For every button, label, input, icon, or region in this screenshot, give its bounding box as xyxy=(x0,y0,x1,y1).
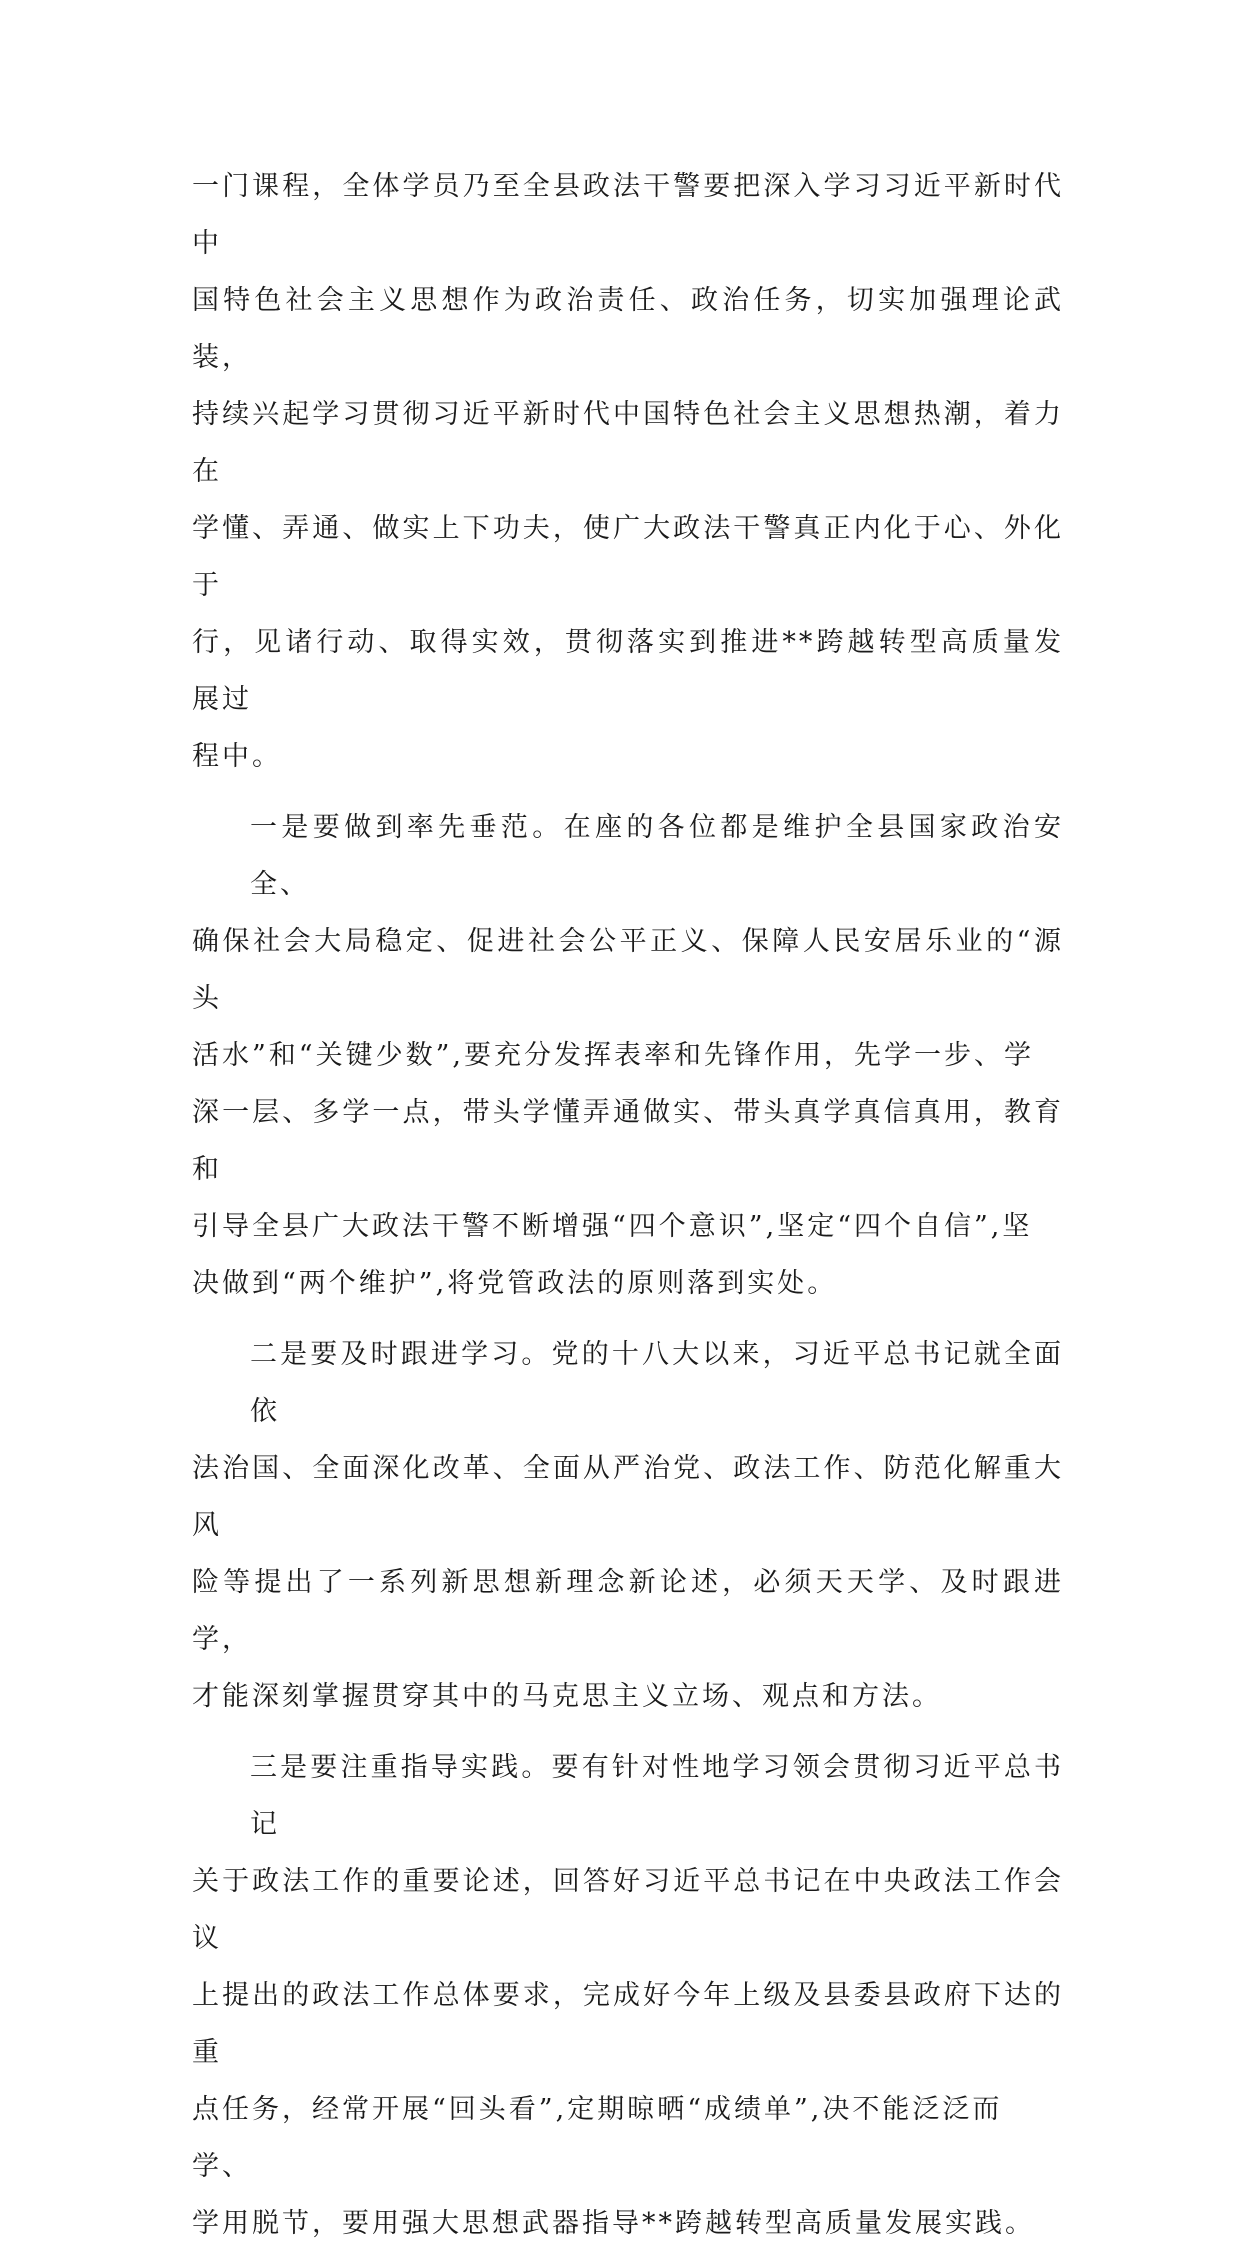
paragraph-timely-study xyxy=(192,1326,1064,1725)
text-line: 活水”和“关键少数”,要充分发挥表率和先锋作用，先学一步、学 xyxy=(192,1040,1034,1071)
text-line: 三是要注重指导实践。要有针对性地学习领会贯彻习近平总书记 xyxy=(250,1752,1064,1840)
text-line: 学、 xyxy=(192,2151,252,2182)
paragraph-lead-by-example xyxy=(192,799,1064,1312)
text-line: 程中。 xyxy=(192,741,282,772)
paragraph-continuation xyxy=(192,158,1064,785)
text-line: 决做到“两个维护”,将党管政法的原则落到实处。 xyxy=(192,1268,838,1299)
text-line: 关于政法工作的重要论述，回答好习近平总书记在中央政法工作会议 xyxy=(192,1866,1064,1954)
text-line: 险等提出了一系列新思想新理念新论述，必须天天学、及时跟进学， xyxy=(192,1567,1064,1655)
text-line: 确保社会大局稳定、促进社会公平正义、保障人民安居乐业的“源头 xyxy=(192,926,1064,1014)
text-line: 一是要做到率先垂范。在座的各位都是维护全县国家政治安全、 xyxy=(250,812,1064,900)
text-line: 深一层、多学一点，带头学懂弄通做实、带头真学真信真用，教育和 xyxy=(192,1097,1064,1185)
text-line: 引导全县广大政法干警不断增强“四个意识”,坚定“四个自信”,坚 xyxy=(192,1211,1033,1242)
text-line: 学懂、弄通、做实上下功夫，使广大政法干警真正内化于心、外化于 xyxy=(192,513,1064,601)
text-line: 上提出的政法工作总体要求，完成好今年上级及县委县政府下达的重 xyxy=(192,1980,1064,2068)
text-line: 学用脱节，要用强大思想武器指导**跨越转型高质量发展实践。 xyxy=(192,2208,1035,2239)
text-line: 法治国、全面深化改革、全面从严治党、政法工作、防范化解重大风 xyxy=(192,1453,1064,1541)
text-line: 国特色社会主义思想作为政治责任、政治任务，切实加强理论武装， xyxy=(192,285,1064,373)
text-line: 一门课程，全体学员乃至全县政法干警要把深入学习习近平新时代中 xyxy=(192,171,1064,259)
paragraph-guide-practice xyxy=(192,1739,1064,2252)
text-line: 行，见诸行动、取得实效，贯彻落实到推进**跨越转型高质量发展过 xyxy=(192,627,1064,715)
text-line: 二是要及时跟进学习。党的十八大以来，习近平总书记就全面依 xyxy=(250,1339,1064,1427)
text-line: 持续兴起学习贯彻习近平新时代中国特色社会主义思想热潮，着力在 xyxy=(192,399,1064,487)
text-line: 才能深刻掌握贯穿其中的马克思主义立场、观点和方法。 xyxy=(192,1681,942,1712)
document-body xyxy=(192,158,1064,2252)
text-line: 点任务，经常开展“回头看”,定期晾晒“成绩单”,决不能泛泛而 xyxy=(192,2094,1003,2125)
